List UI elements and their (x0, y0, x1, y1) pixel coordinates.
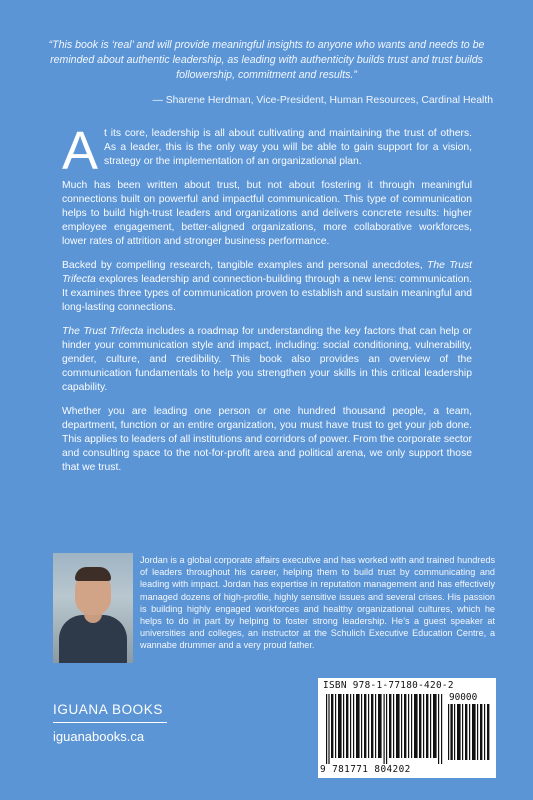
paragraph-4 (62, 325, 472, 395)
quote-attribution: — Sharene Herdman, Vice-President, Human Resources, Cardinal Health (152, 95, 493, 106)
publisher-url: iguanabooks.ca (53, 729, 145, 744)
book-title-ref: The Trust Trifecta (62, 326, 144, 337)
isbn-number: ISBN 978-1-77180-420-2 (323, 680, 454, 691)
author-bio: Jordan is a global corporate affairs executive and has worked with and trained hundreds of leaders throughout his career, helping them to build trust by communicating and leading with impact. Jordan has expertise in reputation management and has effectively managed dozens of high-profile, highly sensitive issues and several crises. His passion is building highly engaged workforces and healthy organizational cultures, which he helps to do in part by helping to foster strong leadership. He’s a guest speaker at universities and colleges, an instructor at the Schulich Executive Education Centre, a wannabe drummer and a very proud father. (140, 555, 495, 651)
paragraph-1 (62, 121, 472, 181)
paragraph-5: Whether you are leading one person or one hundred thousand people, a team, department, function or an entire organization, you must have trust to get your job done. This applies to leaders of all institutions and corridors of power. From the corporate sector and consulting space to the not-for-profit area and political arena, we only support those that we trust. (62, 406, 472, 473)
price-code: 90000 (449, 692, 478, 703)
drop-cap: A (62, 121, 99, 181)
publisher-divider (53, 722, 167, 723)
paragraph-4-text: includes a roadmap for understanding the key factors that can help or hinder your communication style and impact, including: social conditioning, vulnerability, gender, culture, and credibility. This book also provides an overview of the communication fundamentals to help you strengthen your skills in this critical leadership capability. (62, 326, 472, 393)
publisher-logo: IGUANA BOOKS (53, 702, 163, 717)
description-body (62, 121, 472, 485)
addon-barcode-bars (448, 704, 490, 760)
author-photo (53, 553, 133, 663)
paragraph-3-lead: Backed by compelling research, tangible examples and personal anecdotes, (62, 260, 423, 271)
paragraph-3 (62, 259, 472, 315)
book-title-ref: The Trust Trifecta (62, 260, 472, 285)
endorsement-quote: “This book is ‘real’ and will provide meaningful insights to anyone who wants and needs to be reminded about authentic leadership, as leading with authenticity builds trust and trust builds followership, commitment and results.” (48, 39, 485, 81)
isbn-barcode (318, 678, 496, 778)
paragraph-3-text: explores leadership and connection-building through a new lens: communication. It examines three types of communication proven to establish and sustain meaningful and long-lasting connections. (62, 274, 472, 313)
paragraph-2: Much has been written about trust, but not about fostering it through meaningful connections built on powerful and impactful communication. This type of communication helps to build high-trust leaders and organizations and delivers concrete results: higher employee engagement, better-aligned organizations, more collaborative workforces, lower rates of attrition and stronger business performance. (62, 180, 472, 247)
ean-barcode-bars (326, 694, 444, 764)
paragraph-1-text: t its core, leadership is all about cultivating and maintaining the trust of others. As a leader, this is the only way you will be able to gain support for a vision, strategy or the implementation of an organizational plan. (104, 128, 472, 167)
ean-digits: 9 781771 804202 (320, 764, 411, 775)
